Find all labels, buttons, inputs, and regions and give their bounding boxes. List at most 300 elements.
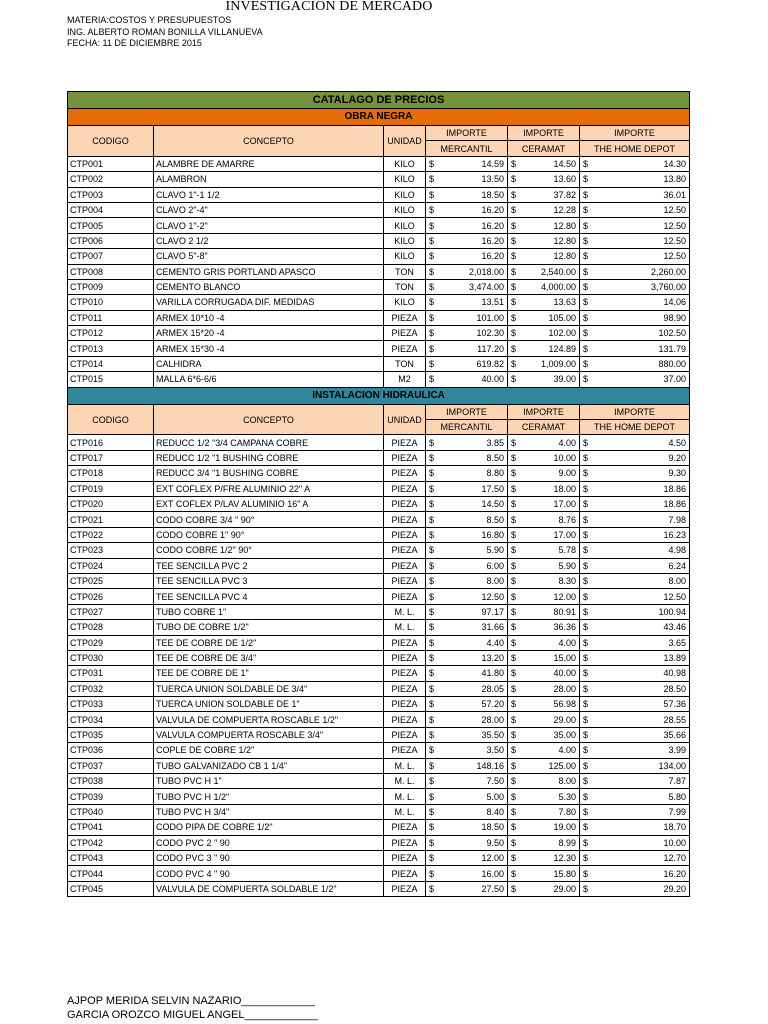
- item-code: CTP040: [68, 804, 154, 819]
- currency-symbol: $: [511, 576, 517, 587]
- currency-symbol: $: [511, 806, 517, 817]
- price-amount: 56.98: [553, 699, 576, 710]
- price-amount: 105.00: [548, 312, 576, 323]
- currency-symbol: $: [429, 220, 435, 231]
- price-ceramat: [508, 450, 580, 465]
- item-concept: REDUCC 1/2 "1 BUSHING COBRE: [154, 450, 384, 465]
- item-concept: CLAVO 5"-8": [154, 249, 384, 264]
- price-amount: 13.63: [553, 297, 576, 308]
- item-concept: TUBO PVC H 1": [154, 774, 384, 789]
- price-amount: 29.00: [553, 883, 576, 894]
- currency-symbol: $: [429, 545, 435, 556]
- currency-symbol: $: [429, 606, 435, 617]
- item-code: CTP032: [68, 681, 154, 696]
- item-concept: COPLE DE COBRE 1/2": [154, 743, 384, 758]
- currency-symbol: $: [583, 312, 589, 323]
- item-unit: M. L.: [384, 774, 426, 789]
- price-amount: 35.66: [663, 730, 687, 741]
- currency-symbol: $: [511, 468, 517, 479]
- currency-symbol: $: [583, 297, 589, 308]
- item-unit: PIEZA: [384, 512, 426, 527]
- item-concept: TUBO GALVANIZADO CB 1 1/4": [154, 758, 384, 773]
- header-store: MERCANTIL: [426, 141, 508, 156]
- price-amount: 14.50: [553, 158, 576, 169]
- item-unit: PIEZA: [384, 573, 426, 588]
- currency-symbol: $: [511, 514, 517, 525]
- price-amount: 35.50: [481, 730, 504, 741]
- price-home-depot: [580, 172, 690, 187]
- item-code: CTP028: [68, 620, 154, 635]
- price-amount: 8.30: [558, 576, 576, 587]
- column-header-row: [68, 126, 690, 141]
- price-home-depot: [580, 712, 690, 727]
- price-amount: 8.00: [486, 576, 504, 587]
- table-row: [68, 435, 690, 450]
- item-code: CTP005: [68, 218, 154, 233]
- price-mercantil: [426, 187, 508, 202]
- currency-symbol: $: [429, 174, 435, 185]
- price-amount: 14.50: [481, 499, 504, 510]
- table-row: [68, 527, 690, 542]
- header-store: CERAMAT: [508, 420, 580, 435]
- item-code: CTP012: [68, 326, 154, 341]
- item-code: CTP020: [68, 496, 154, 511]
- currency-symbol: $: [511, 853, 517, 864]
- table-row: [68, 496, 690, 511]
- currency-symbol: $: [511, 374, 517, 385]
- price-ceramat: [508, 202, 580, 217]
- item-code: CTP013: [68, 341, 154, 356]
- price-amount: 16.80: [481, 529, 504, 540]
- price-mercantil: [426, 589, 508, 604]
- item-unit: M. L.: [384, 620, 426, 635]
- price-home-depot: [580, 310, 690, 325]
- item-concept: CLAVO 1"-1 1/2: [154, 187, 384, 202]
- item-unit: PIEZA: [384, 326, 426, 341]
- signature-line: GARCIA OROZCO MIGUEL ANGEL____________: [67, 1009, 318, 1021]
- item-unit: PIEZA: [384, 850, 426, 865]
- currency-symbol: $: [511, 328, 517, 339]
- price-catalog-table: [67, 91, 690, 897]
- currency-symbol: $: [583, 205, 589, 216]
- table-row: [68, 356, 690, 371]
- price-home-depot: [580, 835, 690, 850]
- item-unit: M. L.: [384, 758, 426, 773]
- price-mercantil: [426, 233, 508, 248]
- currency-symbol: $: [511, 174, 517, 185]
- item-concept: CALHIDRA: [154, 356, 384, 371]
- item-code: CTP015: [68, 372, 154, 387]
- item-concept: ARMEX 15*20 -4: [154, 326, 384, 341]
- currency-symbol: $: [511, 837, 517, 848]
- currency-symbol: $: [583, 545, 589, 556]
- price-mercantil: [426, 341, 508, 356]
- price-amount: 14.06: [663, 297, 687, 308]
- currency-symbol: $: [429, 668, 435, 679]
- currency-symbol: $: [429, 205, 435, 216]
- price-amount: 13.80: [663, 174, 687, 185]
- price-ceramat: [508, 866, 580, 881]
- item-unit: TON: [384, 264, 426, 279]
- price-amount: 39.00: [553, 374, 576, 385]
- price-amount: 7.98: [668, 514, 687, 525]
- header-store: THE HOME DEPOT: [580, 141, 690, 156]
- item-code: CTP038: [68, 774, 154, 789]
- price-home-depot: [580, 589, 690, 604]
- price-mercantil: [426, 850, 508, 865]
- price-amount: 14.59: [481, 158, 504, 169]
- price-mercantil: [426, 774, 508, 789]
- price-amount: 4.00: [558, 745, 576, 756]
- item-concept: TEE DE COBRE DE 1": [154, 666, 384, 681]
- item-unit: M. L.: [384, 789, 426, 804]
- currency-symbol: $: [429, 853, 435, 864]
- item-concept: TEE SENCILLA PVC 4: [154, 589, 384, 604]
- item-code: CTP007: [68, 249, 154, 264]
- item-unit: PIEZA: [384, 558, 426, 573]
- currency-symbol: $: [429, 576, 435, 587]
- table-row: [68, 264, 690, 279]
- currency-symbol: $: [583, 468, 589, 479]
- currency-symbol: $: [429, 437, 435, 448]
- currency-symbol: $: [429, 328, 435, 339]
- price-amount: 4.98: [668, 545, 687, 556]
- subject-line: MATERIA:COSTOS Y PRESUPUESTOS: [67, 15, 232, 25]
- price-home-depot: [580, 758, 690, 773]
- table-row: [68, 233, 690, 248]
- price-home-depot: [580, 481, 690, 496]
- price-amount: 4.00: [558, 637, 576, 648]
- currency-symbol: $: [511, 483, 517, 494]
- price-home-depot: [580, 356, 690, 371]
- item-concept: TEE DE COBRE DE 3/4": [154, 650, 384, 665]
- price-mercantil: [426, 820, 508, 835]
- currency-symbol: $: [429, 622, 435, 633]
- price-home-depot: [580, 820, 690, 835]
- item-code: CTP011: [68, 310, 154, 325]
- item-unit: PIEZA: [384, 589, 426, 604]
- currency-symbol: $: [429, 637, 435, 648]
- price-amount: 7.50: [486, 776, 504, 787]
- table-row: [68, 666, 690, 681]
- price-ceramat: [508, 881, 580, 896]
- price-amount: 9.50: [486, 837, 504, 848]
- price-mercantil: [426, 496, 508, 511]
- price-home-depot: [580, 341, 690, 356]
- price-amount: 12.80: [553, 251, 576, 262]
- currency-symbol: $: [511, 251, 517, 262]
- price-home-depot: [580, 620, 690, 635]
- currency-symbol: $: [511, 499, 517, 510]
- item-concept: ARMEX 10*10 -4: [154, 310, 384, 325]
- item-concept: CEMENTO BLANCO: [154, 279, 384, 294]
- item-concept: VARILLA CORRUGADA DIF. MEDIDAS: [154, 295, 384, 310]
- table-row: [68, 743, 690, 758]
- price-amount: 57.36: [663, 699, 687, 710]
- price-mercantil: [426, 712, 508, 727]
- price-home-depot: [580, 233, 690, 248]
- currency-symbol: $: [583, 514, 589, 525]
- price-mercantil: [426, 666, 508, 681]
- price-home-depot: [580, 496, 690, 511]
- table-row: [68, 712, 690, 727]
- currency-symbol: $: [583, 235, 589, 246]
- price-ceramat: [508, 233, 580, 248]
- price-mercantil: [426, 527, 508, 542]
- header-codigo: CODIGO: [68, 404, 154, 435]
- section-title: INSTALACION HIDRAULICA: [68, 387, 690, 404]
- item-code: CTP001: [68, 156, 154, 171]
- table-row: [68, 758, 690, 773]
- item-code: CTP043: [68, 850, 154, 865]
- price-amount: 102.30: [476, 328, 504, 339]
- price-home-depot: [580, 372, 690, 387]
- price-amount: 4,000.00: [540, 282, 576, 293]
- price-amount: 134.00: [658, 760, 687, 771]
- price-amount: 97.17: [481, 606, 504, 617]
- price-amount: 619.82: [476, 359, 504, 370]
- item-concept: VALVULA DE COMPUERTA ROSCABLE 1/2": [154, 712, 384, 727]
- item-unit: PIEZA: [384, 727, 426, 742]
- price-mercantil: [426, 697, 508, 712]
- price-mercantil: [426, 835, 508, 850]
- currency-symbol: $: [583, 714, 589, 725]
- price-amount: 18.50: [481, 822, 504, 833]
- currency-symbol: $: [583, 158, 589, 169]
- price-amount: 124.89: [548, 343, 576, 354]
- price-amount: 13.50: [481, 174, 504, 185]
- price-ceramat: [508, 758, 580, 773]
- item-code: CTP045: [68, 881, 154, 896]
- item-unit: KILO: [384, 172, 426, 187]
- item-code: CTP026: [68, 589, 154, 604]
- item-code: CTP036: [68, 743, 154, 758]
- currency-symbol: $: [511, 437, 517, 448]
- price-amount: 131.79: [658, 343, 687, 354]
- price-mercantil: [426, 279, 508, 294]
- price-ceramat: [508, 496, 580, 511]
- price-ceramat: [508, 156, 580, 171]
- price-ceramat: [508, 666, 580, 681]
- table-row: [68, 172, 690, 187]
- currency-symbol: $: [511, 637, 517, 648]
- price-home-depot: [580, 249, 690, 264]
- item-code: CTP008: [68, 264, 154, 279]
- price-ceramat: [508, 543, 580, 558]
- item-concept: VALVULA COMPUERTA ROSCABLE 3/4": [154, 727, 384, 742]
- table-row: [68, 881, 690, 896]
- price-amount: 880.00: [658, 359, 687, 370]
- table-row: [68, 466, 690, 481]
- price-amount: 8.00: [668, 576, 687, 587]
- price-mercantil: [426, 218, 508, 233]
- price-ceramat: [508, 481, 580, 496]
- price-amount: 13.60: [553, 174, 576, 185]
- price-home-depot: [580, 573, 690, 588]
- currency-symbol: $: [429, 266, 435, 277]
- price-amount: 16.20: [481, 205, 504, 216]
- price-home-depot: [580, 279, 690, 294]
- header-importe: IMPORTE: [426, 126, 508, 141]
- price-amount: 10.00: [553, 453, 576, 463]
- price-amount: 28.55: [663, 714, 687, 725]
- currency-symbol: $: [583, 822, 589, 833]
- currency-symbol: $: [583, 776, 589, 787]
- price-amount: 3,474.00: [468, 282, 504, 293]
- price-mercantil: [426, 604, 508, 619]
- item-code: CTP029: [68, 635, 154, 650]
- price-mercantil: [426, 804, 508, 819]
- price-home-depot: [580, 558, 690, 573]
- price-mercantil: [426, 356, 508, 371]
- header-concepto: CONCEPTO: [154, 404, 384, 435]
- price-home-depot: [580, 697, 690, 712]
- price-home-depot: [580, 850, 690, 865]
- item-concept: REDUCC 1/2 "3/4 CAMPANA COBRE: [154, 435, 384, 450]
- table-row: [68, 310, 690, 325]
- price-amount: 13.20: [481, 653, 504, 664]
- item-concept: CODO PVC 2 " 90: [154, 835, 384, 850]
- price-home-depot: [580, 650, 690, 665]
- table-row: [68, 635, 690, 650]
- price-amount: 16.00: [481, 868, 504, 879]
- item-code: CTP033: [68, 697, 154, 712]
- price-ceramat: [508, 512, 580, 527]
- item-concept: TUBO COBRE 1": [154, 604, 384, 619]
- item-code: CTP031: [68, 666, 154, 681]
- table-row: [68, 295, 690, 310]
- item-code: CTP037: [68, 758, 154, 773]
- price-amount: 12.50: [663, 205, 687, 216]
- currency-symbol: $: [429, 760, 435, 771]
- price-amount: 7.80: [558, 806, 576, 817]
- price-ceramat: [508, 681, 580, 696]
- price-amount: 13.51: [481, 297, 504, 308]
- price-home-depot: [580, 635, 690, 650]
- price-amount: 12.50: [663, 220, 687, 231]
- price-amount: 12.28: [553, 205, 576, 216]
- price-amount: 3.85: [486, 437, 504, 448]
- price-amount: 12.30: [553, 853, 576, 864]
- item-code: CTP021: [68, 512, 154, 527]
- item-unit: PIEZA: [384, 712, 426, 727]
- item-unit: PIEZA: [384, 496, 426, 511]
- table-row: [68, 774, 690, 789]
- item-unit: M. L.: [384, 604, 426, 619]
- price-home-depot: [580, 156, 690, 171]
- currency-symbol: $: [583, 529, 589, 540]
- currency-symbol: $: [429, 529, 435, 540]
- price-ceramat: [508, 527, 580, 542]
- currency-symbol: $: [583, 359, 589, 370]
- item-code: CTP019: [68, 481, 154, 496]
- price-home-depot: [580, 295, 690, 310]
- currency-symbol: $: [429, 791, 435, 802]
- table-row: [68, 279, 690, 294]
- price-amount: 27.50: [481, 883, 504, 894]
- item-concept: CODO COBRE 1" 90°: [154, 527, 384, 542]
- price-amount: 100.94: [658, 606, 687, 617]
- price-home-depot: [580, 187, 690, 202]
- price-amount: 29.20: [663, 883, 687, 894]
- currency-symbol: $: [583, 668, 589, 679]
- price-mercantil: [426, 543, 508, 558]
- currency-symbol: $: [583, 499, 589, 510]
- price-amount: 40.98: [663, 668, 687, 679]
- item-concept: EXT COFLEX P/LAV ALUMINIO 16" A: [154, 496, 384, 511]
- price-ceramat: [508, 218, 580, 233]
- price-amount: 5.90: [558, 560, 576, 571]
- item-unit: PIEZA: [384, 835, 426, 850]
- price-mercantil: [426, 650, 508, 665]
- price-amount: 15.80: [553, 868, 576, 879]
- item-unit: PIEZA: [384, 866, 426, 881]
- price-mercantil: [426, 681, 508, 696]
- currency-symbol: $: [511, 883, 517, 894]
- price-amount: 12.50: [481, 591, 504, 602]
- currency-symbol: $: [583, 374, 589, 385]
- price-mercantil: [426, 450, 508, 465]
- table-row: [68, 558, 690, 573]
- price-amount: 3.99: [668, 745, 687, 756]
- price-home-depot: [580, 512, 690, 527]
- price-home-depot: [580, 527, 690, 542]
- currency-symbol: $: [583, 868, 589, 879]
- price-amount: 16.20: [481, 235, 504, 246]
- price-ceramat: [508, 341, 580, 356]
- price-ceramat: [508, 187, 580, 202]
- price-amount: 102.50: [658, 328, 687, 339]
- item-concept: ALAMBRON: [154, 172, 384, 187]
- currency-symbol: $: [511, 714, 517, 725]
- price-ceramat: [508, 727, 580, 742]
- price-mercantil: [426, 573, 508, 588]
- price-mercantil: [426, 326, 508, 341]
- item-code: CTP004: [68, 202, 154, 217]
- price-amount: 1,009.00: [540, 359, 576, 370]
- table-row: [68, 850, 690, 865]
- price-amount: 36.36: [553, 622, 576, 633]
- price-home-depot: [580, 743, 690, 758]
- currency-symbol: $: [429, 374, 435, 385]
- currency-symbol: $: [429, 312, 435, 323]
- currency-symbol: $: [429, 714, 435, 725]
- price-mercantil: [426, 758, 508, 773]
- item-unit: PIEZA: [384, 310, 426, 325]
- price-amount: 9.00: [558, 468, 576, 479]
- price-amount: 12.00: [553, 591, 576, 602]
- header-importe: IMPORTE: [508, 404, 580, 419]
- header-unidad: UNIDAD: [384, 404, 426, 435]
- price-ceramat: [508, 310, 580, 325]
- price-amount: 148.16: [476, 760, 504, 771]
- currency-symbol: $: [429, 806, 435, 817]
- section-header-row: [68, 387, 690, 404]
- price-amount: 15.00: [553, 653, 576, 664]
- price-home-depot: [580, 218, 690, 233]
- price-mercantil: [426, 481, 508, 496]
- currency-symbol: $: [511, 282, 517, 293]
- price-amount: 7.87: [668, 776, 687, 787]
- catalog-title: CATALAGO DE PRECIOS: [68, 92, 690, 109]
- price-mercantil: [426, 512, 508, 527]
- header-store: THE HOME DEPOT: [580, 420, 690, 435]
- currency-symbol: $: [429, 868, 435, 879]
- price-amount: 9.20: [668, 453, 687, 463]
- item-concept: CLAVO 2"-4": [154, 202, 384, 217]
- price-amount: 9.30: [668, 468, 687, 479]
- table-row: [68, 573, 690, 588]
